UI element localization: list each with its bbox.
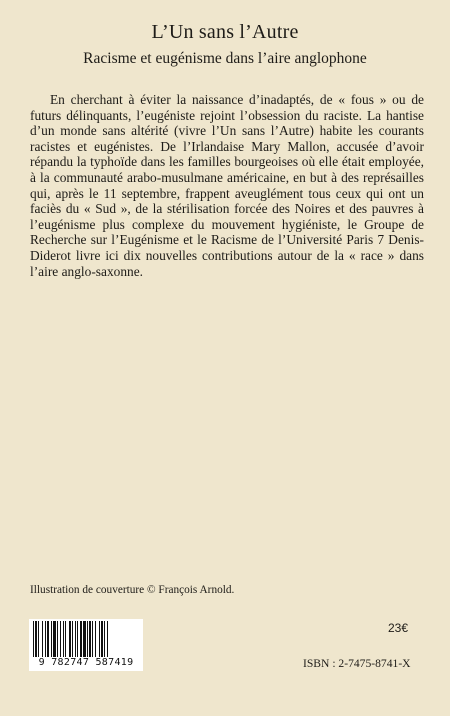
cover-illustration-credit: Illustration de couverture © François Arnold. [30,584,235,596]
isbn: ISBN : 2-7475-8741-X [303,657,411,670]
book-title: L’Un sans l’Autre [151,21,299,43]
price: 23€ [388,621,409,635]
book-subtitle: Racisme et eugénisme dans l’aire anglophone [83,50,367,67]
barcode-digits: 9 782747 587419 [38,657,134,668]
barcode [29,619,143,671]
blurb-paragraph: En cherchant à éviter la naissance d’inadaptés, de « fous » ou de futurs délinquants, l’eugéniste rejoint l’obsession du raciste. La hantise d’un monde sans altérité (vivre l’Un sans l’Autre) habite les courants racistes et eugénistes. De l’Irlandaise Mary Mallon, accusée d’avoir répandu la typhoïde dans les familles bourgeoises où elle était employée, à la communauté arabo-musulmane américaine, en but à des représailles qui, après le 11 septembre, frappent aveuglément tous ceux qui ont un faciès du « Sud », de la stérilisation forcée des Noires et des pauvres à l’eugénisme plus complexe du mouvement hygiéniste, le Groupe de Recherche sur l’Eugénisme et le Racisme de l’Université Paris 7 Denis-Diderot livre ici dix nouvelles contributions autour de la « race » dans l’aire anglo-saxonne. [30,92,424,279]
barcode-icon [33,621,139,657]
